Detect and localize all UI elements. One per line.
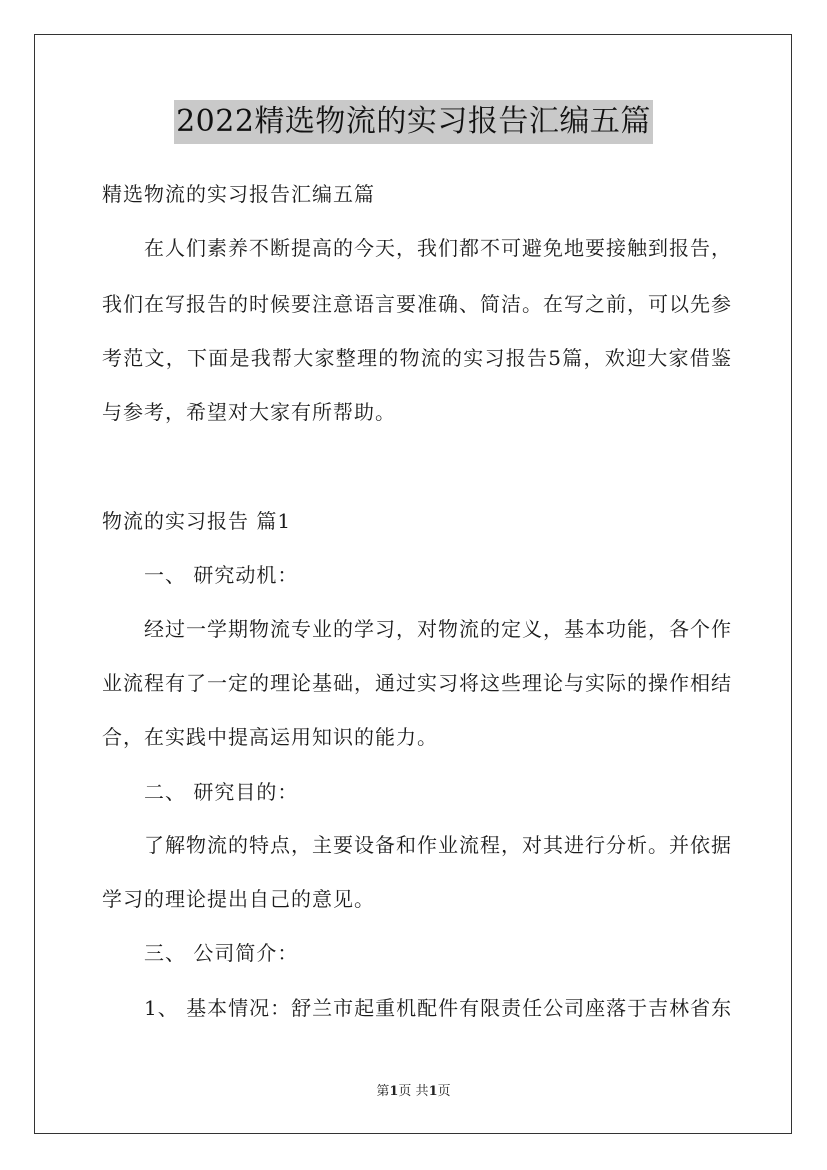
intro-paragraph-line: 我们在写报告的时候要注意语言要准确、简洁。在写之前，可以先参 <box>102 292 732 316</box>
intro-paragraph-line: 在人们素养不断提高的今天，我们都不可避免地要接触到报告， <box>144 236 732 260</box>
item2-paragraph-line: 了解物流的特点，主要设备和作业流程，对其进行分析。并依据 <box>144 833 732 857</box>
item1-paragraph-line: 合，在实践中提高运用知识的能力。 <box>102 725 438 749</box>
document-title: 2022精选物流的实习报告汇编五篇 <box>174 100 653 144</box>
footer-page-mid: 页 共 <box>398 1084 429 1099</box>
title-container <box>0 100 827 144</box>
section-heading: 物流的实习报告 篇1 <box>102 509 292 533</box>
item1-paragraph-line: 经过一学期物流专业的学习，对物流的定义，基本功能，各个作 <box>144 617 732 641</box>
item1-paragraph-line: 业流程有了一定的理论基础，通过实习将这些理论与实际的操作相结 <box>102 671 732 695</box>
footer-total-pages: 1 <box>428 1084 438 1099</box>
page-footer <box>0 1083 827 1101</box>
document-subtitle: 精选物流的实习报告汇编五篇 <box>102 182 375 206</box>
item3-paragraph-line: 1、 基本情况：舒兰市起重机配件有限责任公司座落于吉林省东 <box>144 996 733 1020</box>
item1-heading: 一、 研究动机： <box>144 563 299 587</box>
intro-paragraph-line: 与参考，希望对大家有所帮助。 <box>102 400 396 424</box>
footer-page-prefix: 第 <box>376 1084 390 1099</box>
item2-heading: 二、 研究目的： <box>144 780 299 804</box>
intro-paragraph-line: 考范文，下面是我帮大家整理的物流的实习报告5篇，欢迎大家借鉴 <box>102 346 732 370</box>
item3-heading: 三、 公司简介： <box>144 941 299 965</box>
item2-paragraph-line: 学习的理论提出自己的意见。 <box>102 887 375 911</box>
footer-page-number: 1 <box>389 1084 399 1099</box>
footer-page-suffix: 页 <box>437 1084 451 1099</box>
